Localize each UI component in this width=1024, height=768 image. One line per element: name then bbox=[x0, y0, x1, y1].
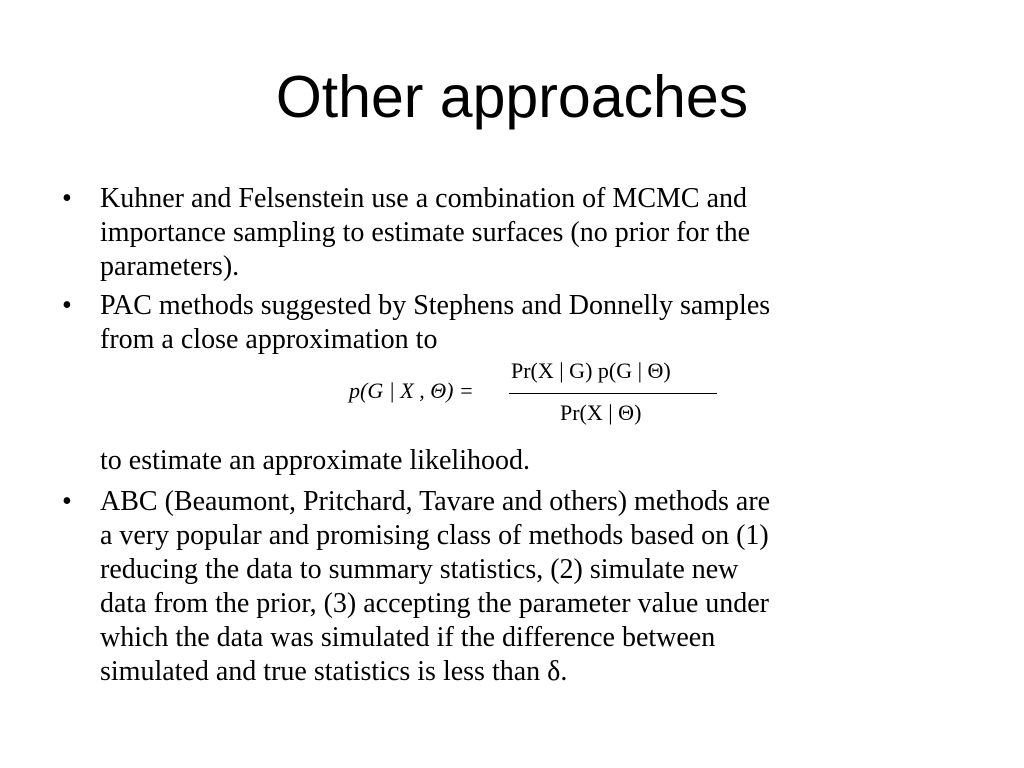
bullet-line: from a close approximation to bbox=[100, 324, 438, 355]
formula-denominator: Pr(X | Θ) bbox=[560, 400, 642, 425]
posterior-formula bbox=[349, 358, 729, 438]
formula-numerator: Pr(X | G) p(G | Θ) bbox=[511, 358, 671, 383]
bullet-marker: • bbox=[62, 290, 72, 321]
bullet-continuation: to estimate an approximate likelihood. bbox=[100, 445, 530, 476]
bullet-line: importance sampling to estimate surfaces (no prior for the bbox=[100, 217, 751, 248]
bullet-text bbox=[100, 182, 930, 284]
bullet-line: parameters). bbox=[100, 251, 240, 282]
bullet-line: PAC methods suggested by Stephens and Donnelly samples bbox=[100, 290, 771, 321]
fraction-bar bbox=[509, 393, 717, 394]
bullet-line: simulated and true statistics is less than δ. bbox=[100, 656, 568, 687]
bullet-text bbox=[100, 289, 930, 357]
formula-lhs: p(G | X , Θ) = bbox=[349, 378, 474, 403]
bullet-line: ABC (Beaumont, Pritchard, Tavare and others) methods are bbox=[100, 486, 771, 517]
bullet-line: which the data was simulated if the difference between bbox=[100, 622, 716, 653]
bullet-marker: • bbox=[62, 183, 72, 214]
slide-title: Other approaches bbox=[275, 64, 749, 130]
bullet-line: data from the prior, (3) accepting the parameter value under bbox=[100, 588, 770, 619]
bullet-line: reducing the data to summary statistics, (2) simulate new bbox=[100, 554, 739, 585]
bullet-marker: • bbox=[62, 486, 72, 517]
bullet-line: Kuhner and Felsenstein use a combination of MCMC and bbox=[100, 183, 748, 214]
bullet-text bbox=[100, 485, 930, 689]
bullet-line: a very popular and promising class of methods based on (1) bbox=[100, 520, 769, 551]
